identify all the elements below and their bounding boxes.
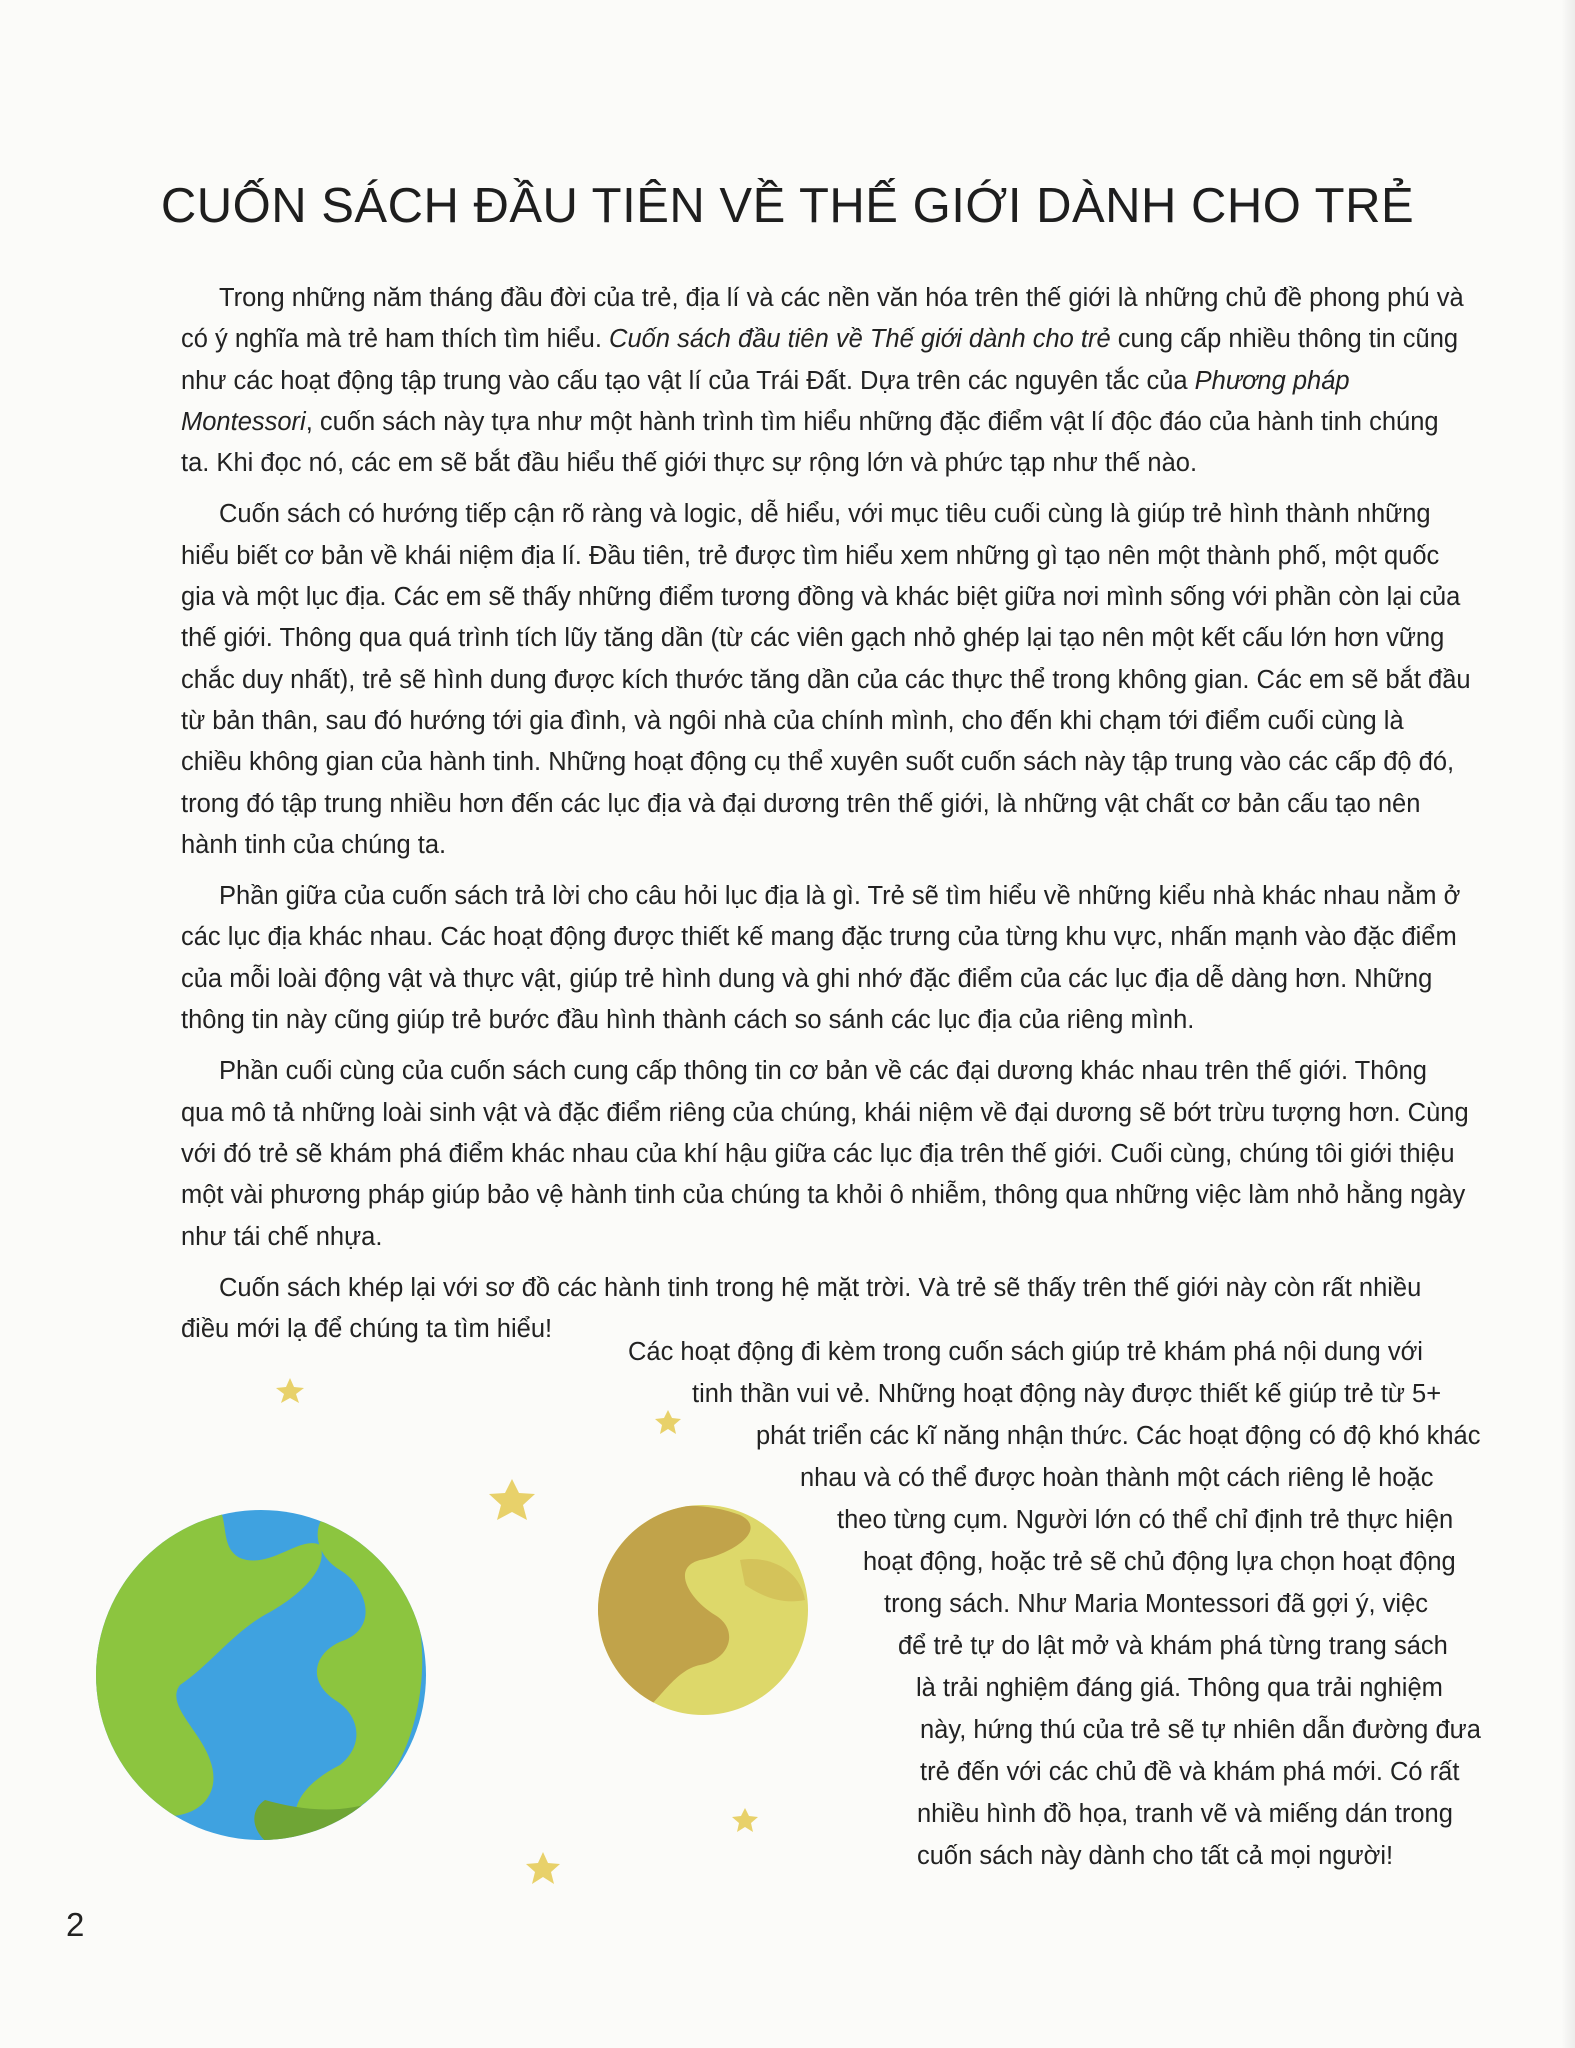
- star-icon: [276, 1378, 304, 1403]
- earth-icon: [80, 1491, 426, 1850]
- side-line: tinh thần vui vẻ. Những hoạt động này được thiết kế giúp trẻ từ 5+: [692, 1380, 1442, 1408]
- page-edge-shadow: [1561, 0, 1575, 2048]
- paragraph-1-part-a: Trong những năm tháng đầu đời của trẻ, địa lí và các nền văn hóa trên thế giới là những chủ đề phong phú và có ý nghĩa mà trẻ ham thích tìm hiểu.: [181, 284, 1464, 354]
- side-line: nhau và có thể được hoàn thành một cách riêng lẻ hoặc: [800, 1464, 1434, 1492]
- paragraph-2: Cuốn sách có hướng tiếp cận rõ ràng và logic, dễ hiểu, với mục tiêu cuối cùng là giúp trẻ hình thành những hiểu biết cơ bản về khái niệm địa lí. Đầu tiên, trẻ được tìm hiểu xem những gì tạo nên một thành phố, một quốc gia và một lục địa. Các em sẽ thấy những điểm tương đồng và khác biệt giữa nơi mình sống với phần còn lại của thế giới. Thông qua quá trình tích lũy tăng dần (từ các viên gạch nhỏ ghép lại tạo nên một kết cấu lớn hơn vững chắc duy nhất), trẻ sẽ hình dung được kích thước tăng dần của các thực thể trong không gian. Các em sẽ bắt đầu từ bản thân, sau đó hướng tới gia đình, và ngôi nhà của chính mình, cho đến khi chạm tới điểm cuối cùng là chiều không gian của hành tinh. Những hoạt động cụ thể xuyên suốt cuốn sách này tập trung vào các cấp độ đó, trong đó tập trung nhiều hơn đến các lục địa và đại dương trên thế giới, là những vật chất cơ bản cấu tạo nên hành tinh của chúng ta.: [181, 500, 1471, 859]
- paragraph-1-part-e: , cuốn sách này tựa như một hành trình tìm hiểu những đặc điểm vật lí độc đáo của hành tinh chúng ta. Khi đọc nó, các em sẽ bắt đầu hiểu thế giới thực sự rộng lớn và phức tạp như thế nào.: [181, 407, 1439, 478]
- page-title: CUỐN SÁCH ĐẦU TIÊN VỀ THẾ GIỚI DÀNH CHO TRẺ: [160, 179, 1415, 233]
- paragraph-4: Phần cuối cùng của cuốn sách cung cấp thông tin cơ bản về các đại dương khác nhau trên thế giới. Thông qua mô tả những loài sinh vật và đặc điểm riêng của chúng, khái niệm về đại dương sẽ bớt trừu tượng hơn. Cùng với đó trẻ sẽ khám phá điểm khác nhau của khí hậu giữa các lục địa trên thế giới. Cuối cùng, chúng tôi giới thiệu một vài phương pháp giúp bảo vệ hành tinh của chúng ta khỏi ô nhiễm, thông qua những việc làm nhỏ hằng ngày như tái chế nhựa.: [181, 1057, 1469, 1251]
- side-line: này, hứng thú của trẻ sẽ tự nhiên dẫn đường đưa: [920, 1716, 1481, 1744]
- side-line: theo từng cụm. Người lớn có thể chỉ định trẻ thực hiện: [837, 1506, 1454, 1534]
- side-line: Các hoạt động đi kèm trong cuốn sách giúp trẻ khám phá nội dung với: [628, 1338, 1423, 1366]
- side-line: phát triển các kĩ năng nhận thức. Các hoạt động có độ khó khác: [756, 1422, 1481, 1450]
- paragraph-1-part-c: cung cấp nhiều thông tin cũng như các hoạt động tập trung vào cấu tạo vật lí của Trái Đất. Dựa trên các nguyên tắc của: [181, 325, 1459, 395]
- side-paragraph: [560, 1332, 1500, 1952]
- paragraph-3: Phần giữa của cuốn sách trả lời cho câu hỏi lục địa là gì. Trẻ sẽ tìm hiểu về những kiểu nhà khác nhau nằm ở các lục địa khác nhau. Các hoạt động được thiết kế mang đặc trưng của từng khu vực, nhấn mạnh vào đặc điểm của mỗi loài động vật và thực vật, giúp trẻ hình dung và ghi nhớ đặc điểm của các lục địa dễ dàng hơn. Những thông tin này cũng giúp trẻ bước đầu hình thành cách so sánh các lục địa của riêng mình.: [181, 882, 1461, 1035]
- side-line: cuốn sách này dành cho tất cả mọi người!: [917, 1842, 1394, 1870]
- side-line: trẻ đến với các chủ đề và khám phá mới. Có rất: [920, 1758, 1460, 1786]
- star-icon: [526, 1852, 560, 1884]
- paragraph-5: Cuốn sách khép lại với sơ đồ các hành tinh trong hệ mặt trời. Và trẻ sẽ thấy trên thế giới này còn rất nhiều điều mới lạ để chúng ta tìm hiểu!: [181, 1273, 1422, 1344]
- side-line: hoạt động, hoặc trẻ sẽ chủ động lựa chọn hoạt động: [863, 1548, 1456, 1576]
- side-line: trong sách. Như Maria Montessori đã gợi ý, việc: [884, 1590, 1429, 1618]
- page-number: 2: [66, 1906, 85, 1943]
- method-name-italic: Phương pháp Montessori: [181, 366, 1350, 436]
- paragraph-1: [181, 278, 1471, 484]
- star-icon: [489, 1479, 535, 1520]
- main-text: [181, 278, 1471, 1360]
- side-line: là trải nghiệm đáng giá. Thông qua trải nghiệm: [916, 1674, 1443, 1702]
- side-line: để trẻ tự do lật mở và khám phá từng trang sách: [898, 1632, 1448, 1660]
- side-line: nhiều hình đồ họa, tranh vẽ và miếng dán trong: [917, 1800, 1453, 1828]
- book-title-italic: Cuốn sách đầu tiên về Thế giới dành cho trẻ: [609, 325, 1111, 354]
